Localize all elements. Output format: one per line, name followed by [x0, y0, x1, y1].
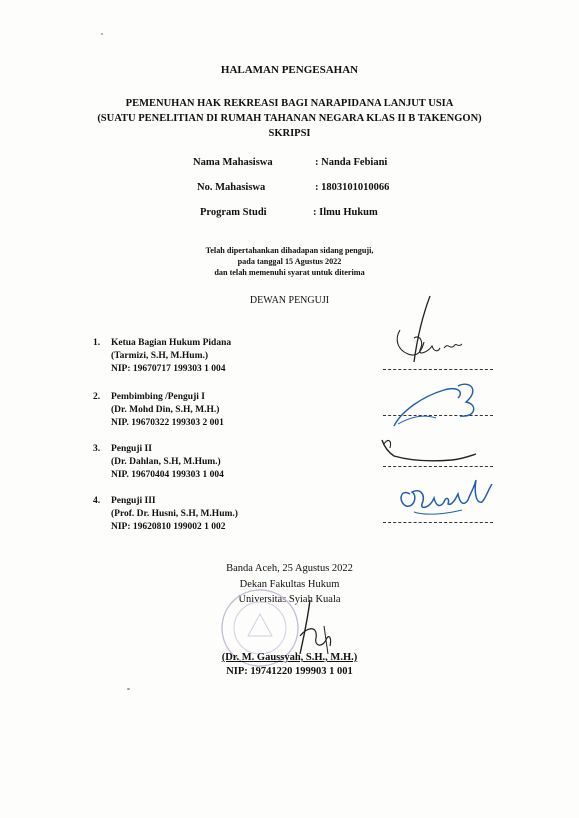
examiner-role: Penguji III: [111, 496, 156, 506]
examiner-number: 1.: [93, 338, 101, 348]
dean-university: Universitas Syiah Kuala: [238, 594, 341, 605]
page-title: HALAMAN PENGESAHAN: [220, 64, 359, 76]
defended-line-1: Telah dipertahankan dihadapan sidang penguji,: [205, 246, 374, 255]
examiner-role: Ketua Bagian Hukum Pidana: [111, 338, 232, 348]
examiner-nip: NIP. 19670404 199303 1 004: [111, 470, 224, 480]
signature-dean: [288, 596, 350, 658]
thesis-title-line-2: (SUATU PENELITIAN DI RUMAH TAHANAN NEGARA KLAS II B TAKENGON): [97, 113, 482, 124]
dean-place-date: Banda Aceh, 25 Agustus 2022: [226, 563, 353, 574]
student-name-label: Nama Mahasiswa: [193, 157, 273, 168]
examiner-role: Penguji II: [111, 444, 152, 454]
board-title: DEWAN PENGUJI: [249, 295, 330, 306]
signature-examiner-2: [384, 376, 494, 438]
signature-examiner-3: [378, 430, 488, 470]
examiner-role: Pembimbing /Penguji I: [111, 392, 205, 402]
examiner-name: (Dr. Dahlan, S.H, M.Hum.): [111, 457, 221, 467]
study-program-label: Program Studi: [200, 207, 267, 218]
examiner-number: 2.: [93, 392, 101, 402]
defended-line-2: pada tanggal 15 Agustus 2022: [237, 257, 342, 266]
scan-speck: [127, 688, 130, 690]
scan-speck: [101, 33, 103, 35]
examiner-number: 4.: [93, 496, 101, 506]
study-program-value: : Ilmu Hukum: [313, 207, 378, 218]
defended-line-3: dan telah memenuhi syarat untuk diterima: [214, 268, 365, 277]
student-name-value: : Nanda Febiani: [315, 157, 388, 168]
student-id-value: : 1803101010066: [315, 182, 390, 193]
examiner-nip: NIP: 19620810 199002 1 002: [111, 522, 226, 532]
signature-line-4: [383, 522, 493, 523]
examiner-name: (Tarmizi, S.H, M.Hum.): [111, 351, 209, 361]
student-id-label: No. Mahasiswa: [197, 182, 266, 193]
examiner-nip: NIP. 19670322 199303 2 001: [111, 418, 224, 428]
dean-name: (Dr. M. Gaussyah, S.H., M.H.): [221, 652, 358, 663]
examiner-name: (Prof. Dr. Husni, S.H, M.Hum.): [111, 509, 238, 519]
thesis-title-line-1: PEMENUHAN HAK REKREASI BAGI NARAPIDANA LANJUT USIA: [125, 98, 454, 109]
examiner-number: 3.: [93, 444, 101, 454]
thesis-type: SKRIPSI: [268, 128, 311, 139]
examiner-nip: NIP: 19670717 199303 1 004: [111, 364, 226, 374]
examiner-name: (Dr. Mohd Din, S.H, M.H.): [111, 405, 220, 415]
dean-nip: NIP: 19741220 199903 1 001: [226, 666, 353, 677]
signature-examiner-4: [396, 476, 496, 522]
signature-examiner-1: [378, 290, 488, 372]
dean-title: Dekan Fakultas Hukum: [239, 579, 340, 590]
